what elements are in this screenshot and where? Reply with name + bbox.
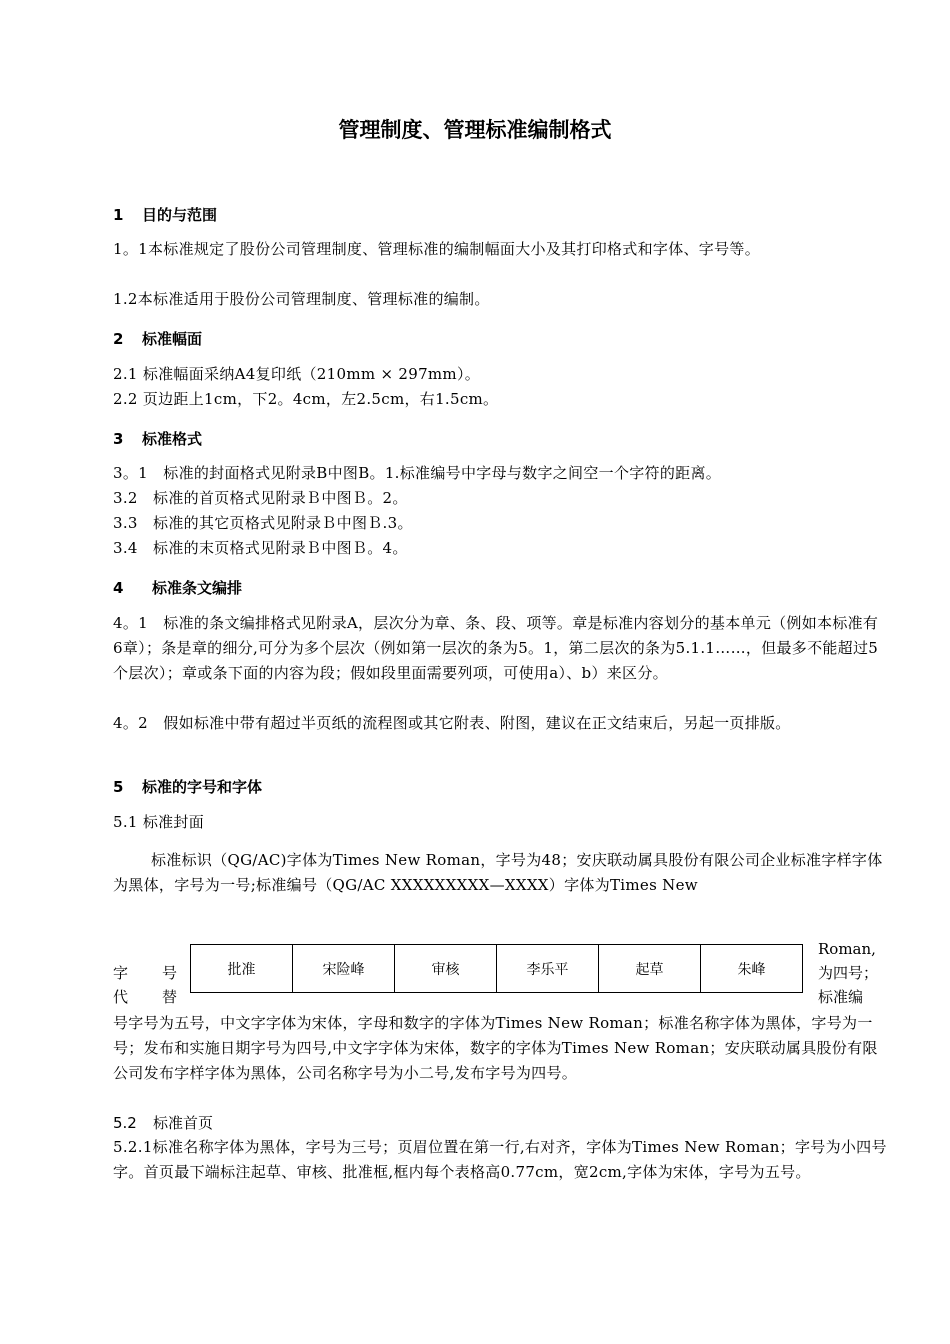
section-1-heading: [113, 204, 217, 225]
section-number: 5: [113, 778, 124, 796]
paragraph-2-2: 2.2 页边距上1cm，下2。4cm，左2.5cm，右1.5cm。: [113, 390, 499, 408]
section-title: 标准首页: [153, 1114, 214, 1132]
section-2-heading: [113, 328, 202, 349]
side-text-left-2: 代 替: [113, 988, 177, 1006]
approval-cell: 宋险峰: [293, 945, 395, 993]
page-title: 管理制度、管理标准编制格式: [338, 118, 612, 142]
paragraph-5-2-1: 5.2.1标准名称字体为黑体，字号为三号；页眉位置在第一行,右对齐，字体为Times New Roman；字号为小四号字。首页最下端标注起草、审核、批准框,框内每个表格高0.77cm，宽2cm,字体为宋体，字号为五号。: [113, 1138, 887, 1181]
side-text-right-2: 为四号；: [818, 964, 879, 982]
paragraph-4-2: 4。2 假如标准中带有超过半页纸的流程图或其它附表、附图，建议在正文结束后，另起一页排版。: [113, 714, 791, 732]
paragraph-2-1: 2.1 标准幅面采纳A4复印纸（210mm × 297mm）。: [113, 365, 481, 383]
section-number: 2: [113, 330, 124, 348]
section-3-heading: [113, 428, 202, 449]
section-number: 3: [113, 430, 124, 448]
section-title: 目的与范围: [142, 206, 218, 224]
paragraph-3-4: 3.4 标准的末页格式见附录Ｂ中图Ｂ。4。: [113, 539, 408, 557]
section-5-2-heading: [113, 1112, 213, 1133]
section-title: 标准的字号和字体: [142, 778, 263, 796]
paragraph-3-2: 3.2 标准的首页格式见附录Ｂ中图Ｂ。2。: [113, 489, 408, 507]
approval-cell: 批准: [191, 945, 293, 993]
approval-cell: 李乐平: [497, 945, 599, 993]
side-text-right-1: Roman,: [818, 940, 876, 958]
section-title: 标准格式: [142, 430, 203, 448]
paragraph-3-3: 3.3 标准的其它页格式见附录Ｂ中图Ｂ.3。: [113, 514, 413, 532]
section-5-heading: [113, 776, 262, 797]
side-text-right-3: 标准编: [818, 988, 864, 1006]
approval-cell: 起草: [599, 945, 701, 993]
section-title: 标准条文编排: [152, 579, 243, 597]
section-title: 标准幅面: [142, 330, 203, 348]
paragraph-5-1-a: 标准标识（QG/AC)字体为Times New Roman，字号为48；安庆联动属具股份有限公司企业标准字样字体为黑体，字号为一号;标准编号（QG/AC XXXXXXXXX—XXXX）字体为Times New: [113, 851, 883, 894]
approval-table: [190, 944, 803, 993]
side-text-left-1: 字 号: [113, 964, 177, 982]
paragraph-4-1: 4。1 标准的条文编排格式见附录A，层次分为章、条、段、项等。章是标准内容划分的基本单元（例如本标准有6章）；条是章的细分,可分为多个层次（例如第一层次的条为5。1，第二层次的条为5.1.1……，但最多不能超过5个层次）；章或条下面的内容为段；假如段里面需要列项，可使用a）、b）来区分。: [113, 614, 879, 682]
paragraph-1-1: 1。1本标准规定了股份公司管理制度、管理标准的编制幅面大小及其打印格式和字体、字号等。: [113, 240, 760, 258]
approval-cell: 审核: [395, 945, 497, 993]
paragraph-1-2: 1.2本标准适用于股份公司管理制度、管理标准的编制。: [113, 290, 490, 308]
section-number: 4: [113, 579, 124, 597]
approval-cell: 朱峰: [701, 945, 803, 993]
paragraph-5-1-b: 号字号为五号，中文字字体为宋体，字母和数字的字体为Times New Roman；标准名称字体为黑体，字号为一号；发布和实施日期字号为四号,中文字字体为宋体，数字的字体为Times New Roman；安庆联动属具股份有限公司发布字样字体为黑体，公司名称字号为小二号,发布字号为四号。: [113, 1014, 878, 1082]
approval-table-row: [191, 945, 803, 993]
section-number: 5.2: [113, 1114, 137, 1132]
section-4-heading: [113, 577, 242, 598]
section-number: 1: [113, 206, 124, 224]
paragraph-5-1-heading: 5.1 标准封面: [113, 813, 205, 831]
paragraph-3-1: 3。1 标准的封面格式见附录B中图B。1.标准编号中字母与数字之间空一个字符的距离。: [113, 464, 722, 482]
